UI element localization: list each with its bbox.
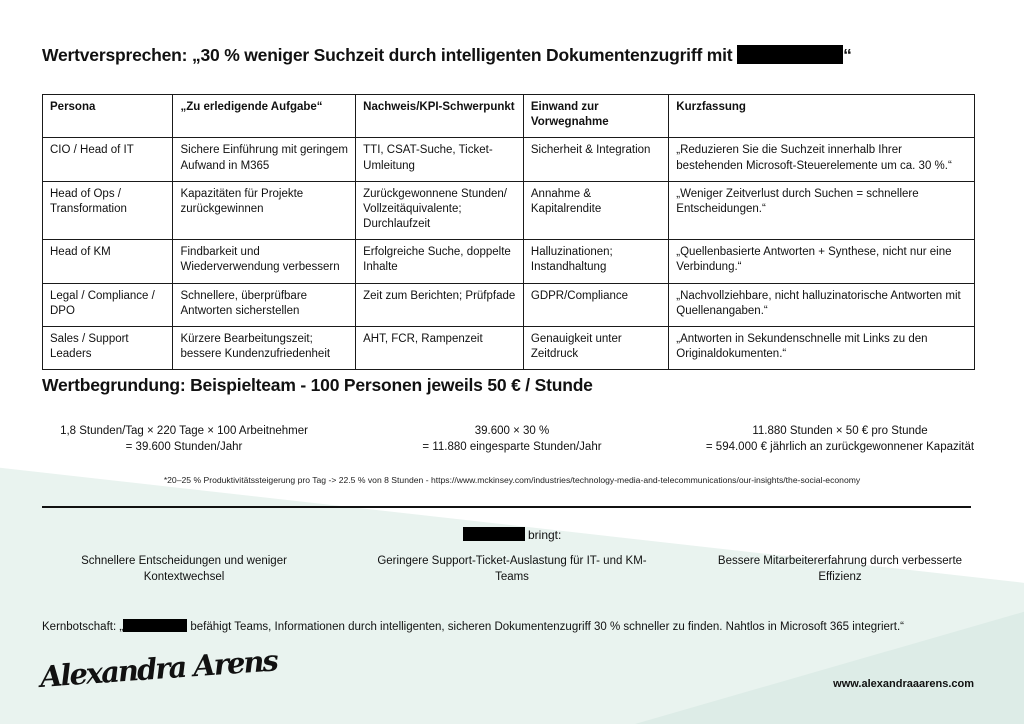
cell-summary: „Reduzieren Sie die Suchzeit innerhalb Ihrer bestehenden Microsoft-Steuerelemente um ca. 30 %.“ — [669, 138, 975, 181]
cell-job: Sichere Einführung mit geringem Aufwand in M365 — [173, 138, 356, 181]
page-title-closing-quote: “ — [843, 45, 852, 65]
cell-kpi: Zeit zum Berichten; Prüfpfade — [356, 283, 524, 326]
benefits-row — [20, 553, 1004, 585]
calculation-capacity-value — [676, 424, 1004, 455]
cell-persona: Sales / Support Leaders — [43, 326, 173, 369]
cell-job: Schnellere, überprüfbare Antworten sicherstellen — [173, 283, 356, 326]
col-header-kpi: Nachweis/KPI-Schwerpunkt — [356, 95, 524, 138]
website-link[interactable]: www.alexandraaarens.com — [833, 678, 974, 690]
page-title — [42, 45, 982, 66]
cell-objection: Annahme & Kapitalrendite — [523, 181, 668, 240]
calculation-hours — [20, 424, 348, 455]
redacted-product-name — [737, 45, 843, 64]
redacted-product-name — [463, 527, 525, 541]
table-row — [43, 181, 975, 240]
cell-kpi: TTI, CSAT-Suche, Ticket-Umleitung — [356, 138, 524, 181]
benefit-item: Schnellere Entscheidungen und weniger Kontextwechsel — [81, 555, 287, 584]
cell-persona: Head of Ops / Transformation — [43, 181, 173, 240]
table-row — [43, 138, 975, 181]
cell-persona: Legal / Compliance / DPO — [43, 283, 173, 326]
calculation-line2: = 11.880 eingesparte Stunden/Jahr — [422, 440, 602, 453]
productivity-footnote-with-source-link[interactable]: *20–25 % Produktivitätssteigerung pro Tag -> 22.5 % von 8 Stunden - https://www.mckinsey.com/industries/technology-media-and-telecommunications/our-insights/the-social-economy — [163, 475, 861, 485]
benefits-intro-text: bringt: — [524, 528, 562, 542]
calculation-line1: 1,8 Stunden/Tag × 220 Tage × 100 Arbeitnehmer — [60, 425, 308, 437]
table-header-row — [43, 95, 975, 138]
calculation-saved-hours — [348, 424, 676, 455]
benefit-item: Bessere Mitarbeitererfahrung durch verbesserte Effizienz — [717, 555, 963, 584]
col-header-summary: Kurzfassung — [669, 95, 975, 138]
benefit-item: Geringere Support-Ticket-Auslastung für IT- und KM-Teams — [377, 555, 647, 584]
calculation-line2: = 39.600 Stunden/Jahr — [125, 440, 243, 453]
value-section-heading: Wertbegrundung: Beispielteam - 100 Personen jeweils 50 € / Stunde — [42, 375, 593, 395]
calculation-row — [20, 424, 1004, 455]
cell-job: Findbarkeit und Wiederverwendung verbessern — [173, 240, 356, 283]
cell-persona: CIO / Head of IT — [43, 138, 173, 181]
table-row — [43, 326, 975, 369]
cell-job: Kapazitäten für Projekte zurückgewinnen — [173, 181, 356, 240]
section-divider-line — [42, 506, 971, 508]
cell-summary: „Antworten in Sekundenschnelle mit Links zu den Originaldokumenten.“ — [669, 326, 975, 369]
cell-kpi: AHT, FCR, Rampenzeit — [356, 326, 524, 369]
page-title-text: Wertversprechen: „30 % weniger Suchzeit durch intelligenten Dokumentenzugriff mit — [42, 45, 738, 65]
key-message — [42, 619, 987, 633]
cell-kpi: Zurückgewonnene Stunden/ Vollzeitäquivalente; Durchlaufzeit — [356, 181, 524, 240]
cell-objection: Sicherheit & Integration — [523, 138, 668, 181]
table-row — [43, 240, 975, 283]
cell-summary: „Nachvollziehbare, nicht halluzinatorische Antworten mit Quellenangaben.“ — [669, 283, 975, 326]
cell-job: Kürzere Bearbeitungszeit; bessere Kundenzufriedenheit — [173, 326, 356, 369]
calculation-line1: 11.880 Stunden × 50 € pro Stunde — [752, 425, 928, 437]
benefits-intro — [0, 527, 1024, 542]
cell-kpi: Erfolgreiche Suche, doppelte Inhalte — [356, 240, 524, 283]
cell-objection: Halluzinationen; Instandhaltung — [523, 240, 668, 283]
cell-persona: Head of KM — [43, 240, 173, 283]
persona-table — [42, 94, 975, 370]
cell-summary: „Quellenbasierte Antworten + Synthese, nicht nur eine Verbindung.“ — [669, 240, 975, 283]
redacted-product-name — [123, 619, 187, 632]
col-header-job: „Zu erledigende Aufgabe“ — [173, 95, 356, 138]
col-header-persona: Persona — [43, 95, 173, 138]
calculation-line1: 39.600 × 30 % — [474, 425, 550, 437]
calculation-line2: = 594.000 € jährlich an zurückgewonnener Kapazität — [705, 440, 975, 453]
cell-summary: „Weniger Zeitverlust durch Suchen = schnellere Entscheidungen.“ — [669, 181, 975, 240]
key-message-text: befähigt Teams, Informationen durch intelligenten, sicheren Dokumentenzugriff 30 % schneller zu finden. Nahtlos in Microsoft 365 integriert.“ — [187, 621, 904, 633]
key-message-label: Kernbotschaft: „ — [42, 621, 124, 633]
cell-objection: GDPR/Compliance — [523, 283, 668, 326]
col-header-objection: Einwand zur Vorwegnahme — [523, 95, 668, 138]
author-signature: Alexandra Arens — [38, 643, 278, 694]
table-row — [43, 283, 975, 326]
cell-objection: Genauigkeit unter Zeitdruck — [523, 326, 668, 369]
